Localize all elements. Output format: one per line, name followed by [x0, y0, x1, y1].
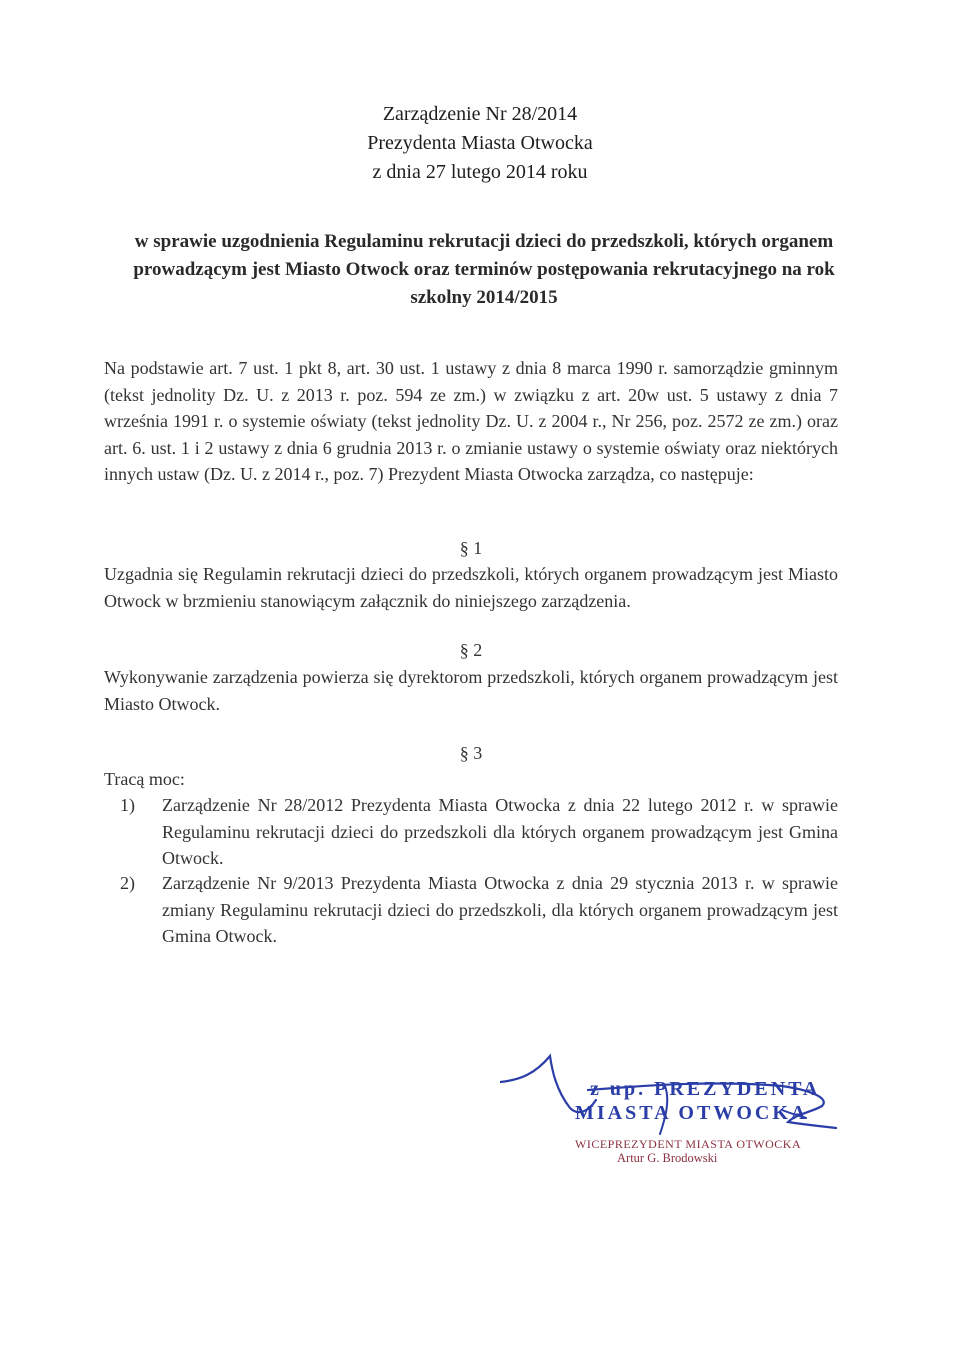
- issuer: Prezydenta Miasta Otwocka: [367, 132, 593, 154]
- document-title: Zarządzenie Nr 28/2014: [382, 103, 578, 125]
- legal-basis-paragraph: Na podstawie art. 7 ust. 1 pkt 8, art. 30 ust. 1 ustawy z dnia 8 marca 1990 r. samorządzie gminnym (tekst jednolity Dz. U. z 2013 r. poz. 594 ze zm.) w związku z art. 20w ust. 5 ustawy z dnia 7 września 1991 r. o systemie oświaty (tekst jednolity Dz. U. z 2004 r., Nr 256, poz. 2572 ze zm.) oraz art. 6. ust. 1 i 2 ustawy z dnia 6 grudnia 2013 r. o zmianie ustawy o systemie oświaty oraz niektórych innych ustaw (Dz. U. z 2014 r., poz. 7) Prezydent Miasta Otwocka zarządza, co następuje:: [104, 358, 838, 484]
- section-3-mark: § 3: [459, 743, 483, 763]
- stamp-line-2: MIASTA OTWOCKA: [575, 1102, 809, 1124]
- list-item-text: Zarządzenie Nr 9/2013 Prezydenta Miasta Otwocka z dnia 29 stycznia 2013 r. w sprawie zmiany Regulaminu rekrutacji dzieci do przedszkoli, dla których organem prowadzącym jest Gmina Otwock.: [162, 873, 838, 946]
- document-subject: w sprawie uzgodnienia Regulaminu rekrutacji dzieci do przedszkoli, których organem prowadzącym jest Miasto Otwock oraz terminów postępowania rekrutacyjnego na rok szkolny 2014/2015: [133, 231, 835, 308]
- list-item-text: Zarządzenie Nr 28/2012 Prezydenta Miasta Otwocka z dnia 22 lutego 2012 r. w sprawie Regulaminu rekrutacji dzieci do przedszkoli dla których organem prowadzącym jest Gmina Otwock.: [162, 795, 838, 868]
- stamp-line-4: Artur G. Brodowski: [617, 1151, 718, 1165]
- section-1-text: Uzgadnia się Regulamin rekrutacji dzieci do przedszkoli, których organem prowadzącym jest Miasto Otwock w brzmieniu stanowiącym załącznik do niniejszego zarządzenia.: [104, 564, 838, 611]
- list-item-number: 1): [120, 795, 135, 815]
- section-2-mark: § 2: [459, 640, 483, 660]
- handwritten-signature: [500, 1050, 850, 1200]
- document-header: [0, 100, 960, 187]
- issue-date: z dnia 27 lutego 2014 roku: [372, 161, 588, 183]
- list-item-number: 2): [120, 873, 135, 893]
- section-1-mark: § 1: [459, 538, 483, 558]
- stamp-line-3: WICEPREZYDENT MIASTA OTWOCKA: [575, 1137, 802, 1151]
- section-2-text: Wykonywanie zarządzenia powierza się dyrektorom przedszkoli, których organem prowadzącym jest Miasto Otwock.: [104, 667, 838, 714]
- stamp-line-1: z up. PREZYDENTA: [590, 1078, 821, 1100]
- signature-stamp: [500, 1050, 850, 1200]
- section-3-text: Tracą moc:: [104, 769, 185, 789]
